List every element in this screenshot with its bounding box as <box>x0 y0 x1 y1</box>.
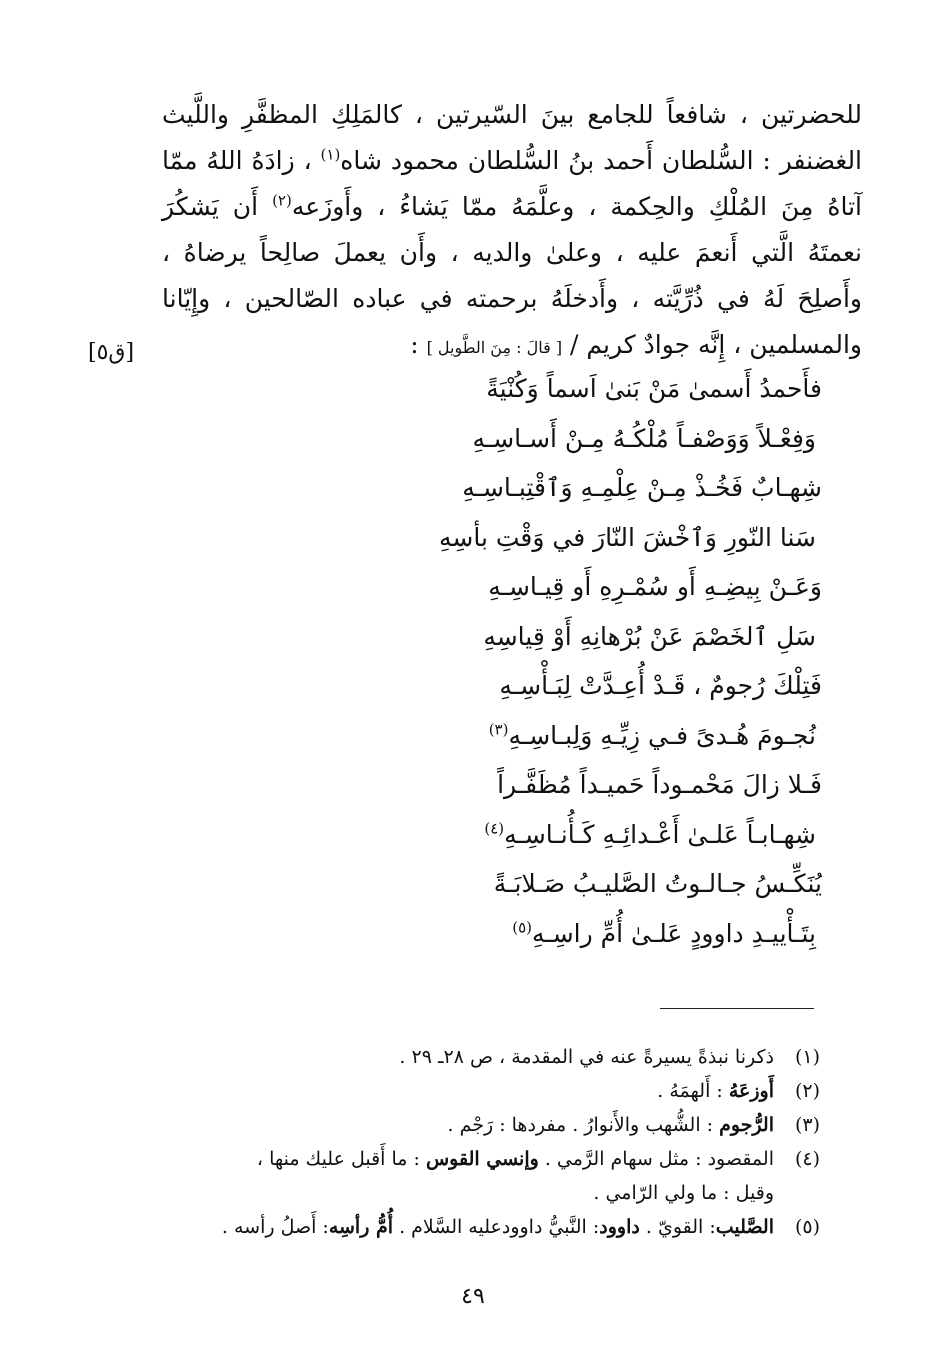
footnote-number: (٥) <box>794 1216 820 1238</box>
prose-line-6-c: : <box>410 330 427 359</box>
poem <box>162 364 822 958</box>
poem-hemistich <box>162 711 822 761</box>
hemistich-text: فأَحمدُ أَسمىٰ مَنْ بَنىٰ اَسماً وَكُنْيَةً <box>486 374 822 403</box>
prose-line-2 <box>162 138 862 184</box>
prose-line-3-a: آتاهُ مِنَ المُلْكِ والحِكمة ، وعلَّمَهُ ممّا يَشاءُ ، وأَوزَعه <box>291 192 863 221</box>
prose-line-3-b: أَن يَشكُرَ <box>162 192 273 221</box>
footnote-text: : القويّ . <box>639 1216 716 1238</box>
footnote-ref-2[interactable]: (٢) <box>272 191 292 210</box>
hemistich-text: سَنا النّورِ وَٱخْشَ النّارَ في وَقْتِ بأسِهِ <box>438 522 816 552</box>
footnote-number: (٣) <box>794 1114 820 1136</box>
manuscript-folio-ref: [ق٥] <box>88 340 135 365</box>
footnote-text: ذكرنا نبذةً يسيرةً عنه في المقدمة ، ص ٢٨ـ ٢٩ . <box>399 1046 774 1068</box>
hemistich-text: وَفِعْـلاً وَوَصْفـاً مُلْكُـهُ مِـنْ أَسـاسِـهِ <box>472 423 816 453</box>
footnote-term: وإنسي القوس <box>425 1148 539 1170</box>
hemistich-text: شِهـابٌ فَخُـذْ مِـنْ عِلْمِـهِ وَٱقْتِبـاسِـهِ <box>462 473 822 502</box>
footnote-ref-1[interactable]: (١) <box>320 145 341 164</box>
footnote-continuation: وقيل : ما ولي الرّامي . <box>593 1182 774 1204</box>
footnote-body <box>120 1142 774 1210</box>
footnote-term: الرُّجوم <box>719 1114 774 1136</box>
hemistich-text: شِهـابـاً عَلـىٰ أَعْـدائِـهِ كَـأُنـاسِـهِ <box>504 819 816 849</box>
hemistich-text: فَتِلْكَ رُجومٌ ، قَـدْ أُعِـدَّتْ لِبَـأْسِـهِ <box>499 671 822 700</box>
prose-line-6-a: والمسلمين ، إِنَّه جوادٌ كريم / <box>562 330 862 359</box>
poem-hemistich <box>162 414 822 464</box>
prose-line-6 <box>162 322 862 368</box>
footnote-1 <box>120 1040 820 1074</box>
poem-hemistich <box>162 909 822 959</box>
footnote-2 <box>120 1074 820 1108</box>
prose-paragraph <box>162 92 862 368</box>
poem-hemistich <box>162 364 822 414</box>
hemistich-text: سَلِ ٱلخَصْمَ عَنْ بُرْهانِهِ أَوْ قِياسِهِ <box>483 621 816 651</box>
prose-line-5: وأَصلِحَ لَهُ في ذُرِّيَّته ، وأَدخلَهُ برحمته في عباده الصّالحين ، وإِيّانا <box>162 284 862 313</box>
meter-note: [ قالَ : مِنَ الطَّويل ] <box>426 338 563 357</box>
poem-hemistich <box>162 562 822 612</box>
page-number: ٤٩ <box>461 1284 485 1309</box>
footnote-body <box>120 1108 774 1142</box>
footnote-ref-4[interactable]: (٤) <box>484 819 505 838</box>
prose-line-2-a: الغضنفر : السُّلطان أَحمد بنُ السُّلطان محمود شاه <box>340 146 863 175</box>
hemistich-text: نُجـومَ هُـدىً فـي زِيِّـهِ وَلِبـاسِـهِ <box>508 720 816 750</box>
footnote-term: أَوزعَهُ <box>728 1080 774 1102</box>
footnote-term: أُمُّ رأسِه <box>328 1216 394 1238</box>
footnotes <box>120 1040 820 1244</box>
prose-line-4: نعمتَهُ الَّتي أَنعمَ عليه ، وعلىٰ والديه ، وأَن يعملَ صالِحاً يرضاهُ ، <box>162 238 862 267</box>
prose-line-2-b: ، زادَهُ اللهُ ممّا <box>162 146 321 175</box>
hemistich-text: فَـلا زالَ مَحْمـوداً حَميـداً مُظَفَّـراً <box>497 770 822 799</box>
footnote-term: الصَّليب <box>715 1216 774 1238</box>
poem-hemistich <box>162 463 822 513</box>
prose-line-1: للحضرتين ، شافعاً للجامع بينَ السّيرتين ، كالمَلِكِ المظفَّرِ واللَّيث <box>162 100 862 129</box>
footnote-number: (٤) <box>794 1148 820 1170</box>
hemistich-text: يُنَكِّـسُ جـالـوتُ الصَّليـبُ صَـلابَـةً <box>493 869 822 898</box>
poem-hemistich <box>162 760 822 810</box>
footnote-4 <box>120 1142 820 1210</box>
footnote-text: : النَّبيُّ داوودعليه السَّلام . <box>393 1216 600 1238</box>
footnote-text: المقصود : مثل سهام الرَّمي . <box>538 1148 774 1170</box>
poem-hemistich <box>162 661 822 711</box>
footnote-5 <box>120 1210 820 1244</box>
footnote-text: : الشُّهب والأَنوارُ . مفردها : رَجْم . <box>447 1114 720 1136</box>
footnote-ref-3[interactable]: (٣) <box>488 720 509 739</box>
footnote-text: : أَلهمَهُ . <box>657 1080 729 1102</box>
hemistich-text: وَعَـنْ بِيضِـهِ أَو سُمْـرِهِ أَو قِيـاسِـهِ <box>488 572 822 601</box>
footnote-3 <box>120 1108 820 1142</box>
hemistich-text: بِتَـأْييـدِ داوودٍ عَلـىٰ أُمِّ راسِـهِ <box>531 918 816 948</box>
footnote-text: : أَصلُ رأسه . <box>221 1216 329 1238</box>
poem-hemistich <box>162 859 822 909</box>
footnote-text: : ما أَقبل عليك منها ، <box>256 1148 426 1170</box>
footnote-term: داوود <box>599 1216 640 1238</box>
footnote-divider <box>660 1008 814 1009</box>
footnote-body <box>120 1210 774 1244</box>
poem-hemistich <box>162 513 822 563</box>
footnote-number: (١) <box>794 1046 820 1068</box>
footnote-body <box>120 1074 774 1108</box>
prose-line-3 <box>162 184 862 230</box>
poem-hemistich <box>162 810 822 860</box>
footnote-number: (٢) <box>794 1080 820 1102</box>
footnote-ref-5[interactable]: (٥) <box>512 918 532 937</box>
footnote-body <box>120 1040 774 1074</box>
poem-hemistich <box>162 612 822 662</box>
